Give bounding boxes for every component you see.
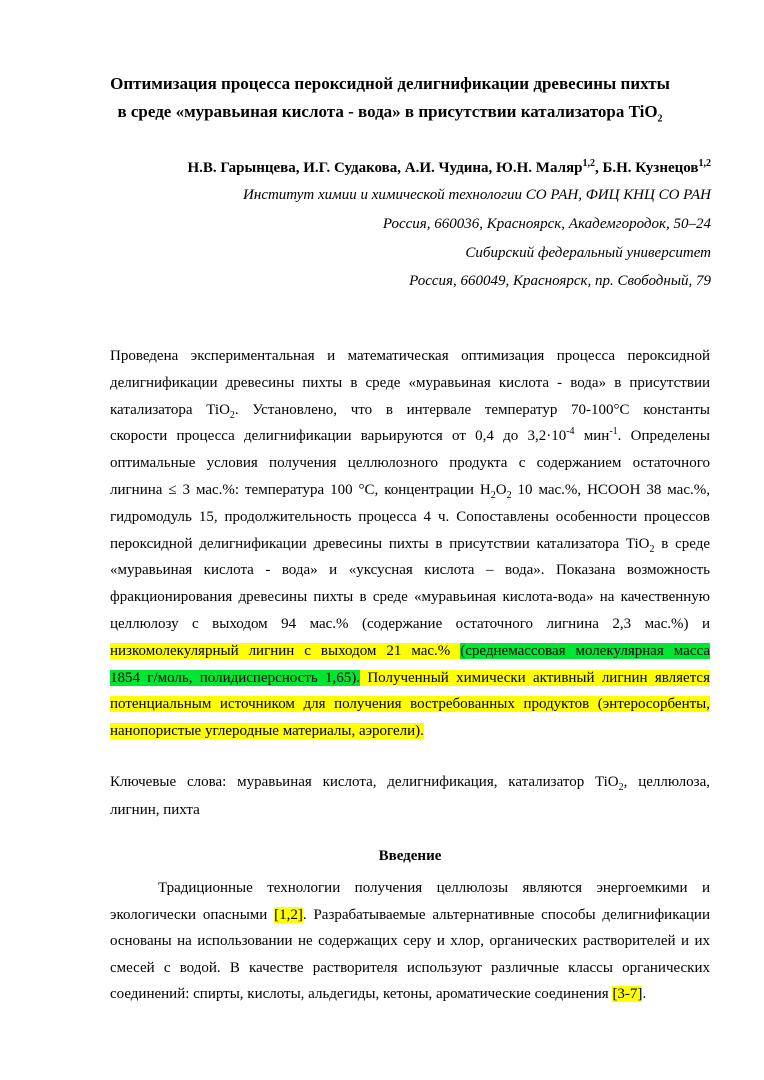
section-heading-introduction: Введение <box>378 848 442 864</box>
authors-part-1: Н.В. Гарынцева, И.Г. Судакова, А.И. Чудина, Ю.Н. Маляр <box>187 160 583 176</box>
subscript: 2 <box>506 489 512 501</box>
highlight-yellow: низкомолекулярный лигнин с выходом 21 мас.% <box>110 642 461 659</box>
author-list <box>188 160 712 177</box>
affiliation-line: Россия, 660049, Красноярск, пр. Свободный, 79 <box>409 273 711 289</box>
abstract-text: . Установлено, что в интервале температур 70-100°С константы <box>234 401 710 418</box>
abstract-line: гидромодуль 15, продолжительность процесса 4 ч. Сопоставлены особенности процессов <box>110 508 710 525</box>
citation-highlight: [3-7] <box>612 986 643 1002</box>
subscript: 2 <box>490 489 496 501</box>
abstract-text: скорости процесса делигнификации варьируются от 0,4 до 3,2·10 <box>110 428 567 445</box>
abstract-line: Проведена экспериментальная и математическая оптимизация процесса пероксидной <box>110 348 710 364</box>
intro-text: экологически опасными <box>110 906 275 923</box>
keywords-line <box>110 768 710 796</box>
superscript: -4 <box>566 426 575 438</box>
affiliation-line: Россия, 660036, Красноярск, Академгородок, 50–24 <box>382 216 711 232</box>
intro-line: основаны на использовании не содержащих серу и хлор, органических растворителей и их <box>110 933 710 949</box>
abstract-line <box>110 691 710 718</box>
abstract-text: мин <box>574 428 610 445</box>
affiliation-line: Институт химии и химической технологии СО РАН, ФИЦ КНЦ СО РАН <box>243 187 711 203</box>
highlight-green: (среднемассовая молекулярная масса <box>460 642 710 659</box>
intro-line: Традиционные технологии получения целлюлозы являются энергоемкими и <box>158 880 710 896</box>
highlight-green: 1854 г/моль, полидисперсность 1,65). <box>110 669 361 686</box>
abstract-text: . Определены <box>617 428 711 445</box>
subscript: 2 <box>229 409 235 421</box>
abstract-line <box>110 531 710 558</box>
abstract-line: фракционирования древесины пихты в среде «муравьиная кислота-вода» на качественную <box>110 589 710 606</box>
abstract-line: «муравьиная кислота - вода» и «уксусная кислота – вода». Показана возможность <box>110 562 710 579</box>
abstract-line <box>110 397 710 424</box>
keywords <box>110 768 710 824</box>
abstract-line: делигнификации древесины пихты в среде «муравьиная кислота - вода» в присутствии <box>110 374 710 391</box>
citation-highlight: [1,2] <box>274 906 303 923</box>
keywords-text: , целлюлоза, <box>623 774 710 790</box>
abstract-text: 10 мас.%, HCOOH 38 мас.%, <box>511 481 710 498</box>
title-line-1: Оптимизация процесса пероксидной делигнификации древесины пихты <box>110 74 670 93</box>
introduction-body <box>110 875 710 1008</box>
title-line-2-text: в среде «муравьиная кислота - вода» в присутствии катализатора TiO <box>117 102 658 121</box>
intro-line <box>110 981 710 1008</box>
keywords-text: Ключевые слова: муравьиная кислота, делигнификация, катализатор TiO <box>110 774 619 790</box>
abstract-text: в среде <box>654 535 710 552</box>
highlight-yellow: Полученный химически активный лигнин является <box>360 669 710 686</box>
superscript: -1 <box>609 426 618 438</box>
intro-text: соединений: спирты, кислоты, альдегиды, кетоны, ароматические соединения <box>110 986 613 1002</box>
keywords-line: лигнин, пихта <box>110 802 200 818</box>
subscript: 2 <box>649 543 655 555</box>
abstract-line <box>110 718 710 745</box>
abstract-line: целлюлозу с выходом 94 мас.% (содержание остаточного лигнина 2,3 мас.%) и <box>110 615 710 632</box>
highlight-yellow: потенциальным источником для получения востребованных продуктов (энтеросорбенты, <box>110 696 710 713</box>
abstract-line <box>110 423 710 450</box>
title-line-2 <box>60 98 720 126</box>
abstract-line: оптимальные условия получения целлюлозного продукта с содержанием остаточного <box>110 455 710 472</box>
abstract-text: пероксидной делигнификации древесины пихты в присутствии катализатора TiO <box>110 535 650 552</box>
abstract <box>110 343 710 745</box>
intro-text: . Разрабатываемые альтернативные способы делигнификации <box>302 906 710 923</box>
author-affiliation-mark: 1,2 <box>698 158 711 169</box>
affiliation-line: Сибирский федеральный университет <box>465 245 711 261</box>
intro-line <box>110 902 710 929</box>
abstract-text: лигнина ≤ 3 мас.%: температура 100 °С, концентрации H <box>110 481 491 498</box>
abstract-text: катализатора TiO <box>110 401 230 418</box>
abstract-line <box>110 638 710 665</box>
intro-text: . <box>642 986 647 1002</box>
authors-part-2: , Б.Н. Кузнецов <box>594 160 699 176</box>
abstract-line <box>110 665 710 692</box>
abstract-text: O <box>495 481 507 498</box>
intro-line: смесей с водой. В качестве растворителя используют различные классы органических <box>110 959 710 976</box>
title-subscript: 2 <box>657 113 663 125</box>
subscript: 2 <box>618 782 624 793</box>
highlight-yellow: нанопористые углеродные материалы, аэрогели). <box>110 723 424 740</box>
abstract-line <box>110 477 710 504</box>
author-affiliation-mark: 1,2 <box>582 158 595 169</box>
paper-title <box>60 70 720 126</box>
